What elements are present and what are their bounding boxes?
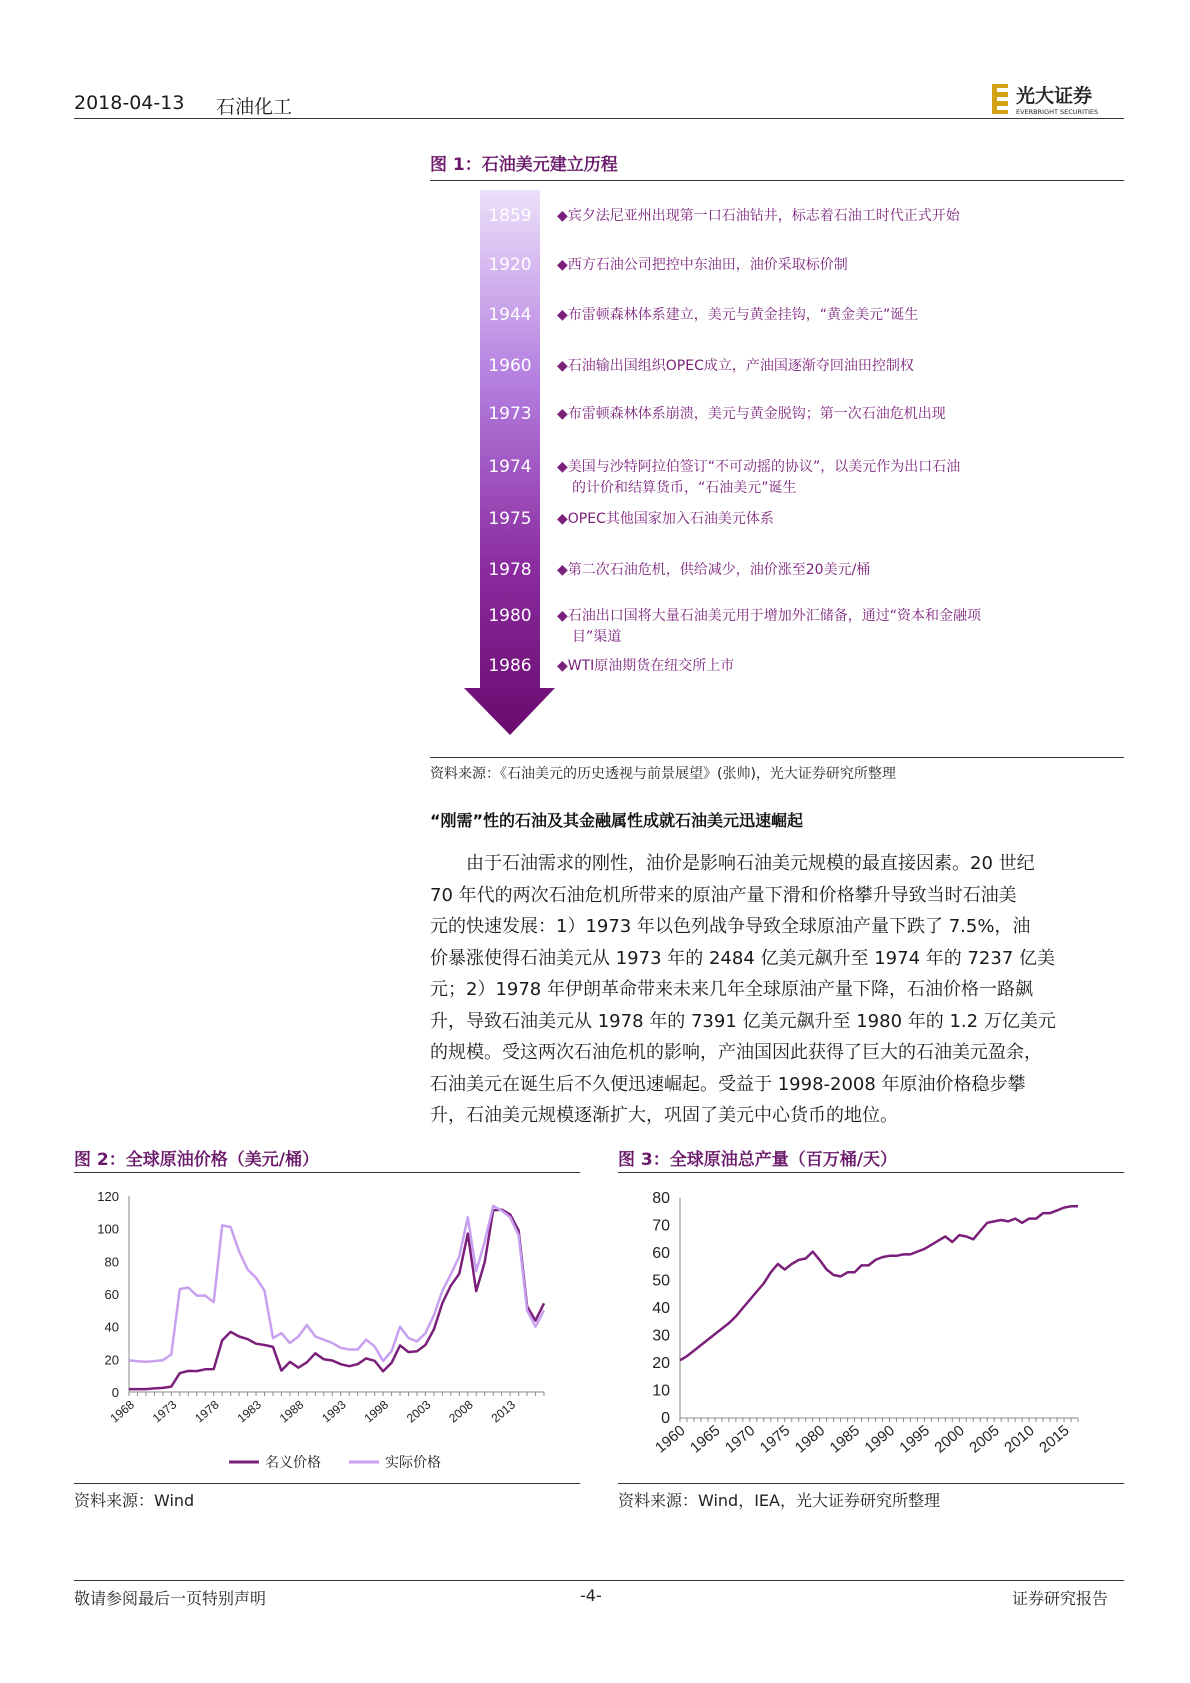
everbright-logo-icon [990, 80, 1130, 122]
timeline-event-text: ◆宾夕法尼亚州出现第一口石油钻井，标志着石油工时代正式开始 [557, 208, 960, 224]
y-tick-label: 60 [104, 1287, 119, 1302]
timeline-event [557, 404, 946, 425]
x-tick-label: 2008 [446, 1397, 476, 1426]
timeline-event [557, 457, 960, 499]
series-line-1 [129, 1210, 544, 1390]
x-tick-label: 1978 [192, 1397, 222, 1426]
x-tick-label: 2013 [488, 1397, 519, 1426]
figure3-title: 图 3：全球原油总产量（百万桶/天） [618, 1150, 897, 1170]
footer-report-type: 证券研究报告 [1012, 1589, 1109, 1608]
header-divider [74, 118, 1124, 119]
figure1-title: 图 1：石油美元建立历程 [430, 155, 618, 175]
figure2-top-rule [74, 1172, 580, 1173]
timeline-event-text: ◆石油出口国将大量石油美元用于增加外汇储备，通过“资本和金融项 [557, 608, 982, 624]
para-line: 70 年代的两次石油危机所带来的原油产量下滑和价格攀升导致当时石油美 [430, 884, 1017, 906]
timeline-event [557, 509, 774, 530]
timeline-event-text: 的计价和结算货币，“石油美元”诞生 [572, 480, 797, 496]
x-tick-label: 1975 [756, 1422, 794, 1457]
y-tick-label: 40 [104, 1319, 119, 1335]
y-tick-label: 0 [111, 1385, 119, 1400]
para-line: 元的快速发展：1）1973 年以色列战争导致全球原油产量下跌了 7.5%，油 [430, 916, 1031, 937]
report-date: 2018-04-13 [74, 92, 185, 114]
timeline-event-text: 目”渠道 [572, 629, 622, 645]
timeline-year: 1920 [488, 255, 532, 275]
timeline-year: 1980 [488, 606, 532, 626]
y-tick-label: 10 [652, 1382, 670, 1400]
x-tick-label: 1965 [686, 1422, 724, 1457]
figure3-top-rule [618, 1172, 1124, 1173]
x-tick-label: 1970 [721, 1422, 759, 1457]
x-tick-label: 1973 [149, 1397, 180, 1426]
logo-cn-text: 光大证券 [1016, 85, 1093, 107]
timeline-year: 1944 [488, 305, 532, 325]
timeline-year: 1986 [488, 656, 532, 676]
y-tick-label: 60 [652, 1245, 670, 1262]
x-tick-label: 1980 [791, 1422, 829, 1457]
y-tick-label: 20 [652, 1355, 670, 1372]
legend-label: 名义价格 [265, 1455, 321, 1471]
y-tick-label: 80 [652, 1190, 670, 1207]
x-tick-label: 2015 [1036, 1422, 1073, 1457]
para-line: 由于石油需求的刚性，油价是影响石油美元规模的最直接因素。20 世纪 [466, 853, 1035, 874]
timeline-event [557, 356, 914, 377]
series-line-2 [129, 1206, 544, 1362]
timeline-event-text: ◆布雷顿森林体系建立，美元与黄金挂钩，“黄金美元”诞生 [557, 307, 919, 323]
x-tick-label: 1998 [361, 1397, 392, 1426]
x-tick-label: 2005 [966, 1422, 1003, 1457]
y-tick-label: 40 [652, 1300, 670, 1317]
timeline-year: 1978 [488, 560, 532, 580]
footer-divider [74, 1580, 1124, 1581]
y-tick-label: 70 [652, 1217, 670, 1235]
timeline-year: 1960 [488, 356, 532, 376]
timeline-event [557, 255, 848, 276]
para-line: 升，石油美元规模逐渐扩大，巩固了美元中心货币的地位。 [430, 1105, 898, 1126]
x-tick-label: 1990 [861, 1422, 899, 1457]
timeline-event [557, 560, 870, 581]
figure1-top-rule [430, 180, 1124, 181]
x-tick-label: 1968 [107, 1397, 137, 1426]
timeline-event [557, 656, 734, 677]
timeline-event-text: ◆石油输出国组织OPEC成立，产油国逐渐夺回油田控制权 [557, 358, 914, 374]
figure3-bottom-rule [618, 1483, 1124, 1484]
footer-disclaimer: 敬请参阅最后一页特别声明 [74, 1589, 267, 1608]
y-tick-label: 20 [104, 1352, 119, 1368]
section-paragraph [430, 848, 1124, 1132]
para-line: 元；2）1978 年伊朗革命带来未来几年全球原油产量下降，石油价格一路飙 [430, 979, 1033, 1000]
oil-price-chart [74, 1178, 580, 1478]
figure3-source: 资料来源：Wind，IEA，光大证券研究所整理 [618, 1491, 940, 1510]
timeline-year: 1975 [488, 509, 532, 529]
figure2-title: 图 2：全球原油价格（美元/桶） [74, 1150, 319, 1170]
timeline-event-text: ◆美国与沙特阿拉伯签订“不可动摇的协议”，以美元作为出口石油 [557, 459, 961, 475]
figure1-source: 资料来源：《石油美元的历史透视与前景展望》(张帅)，光大证券研究所整理 [430, 766, 896, 782]
company-logo [990, 80, 1130, 126]
y-tick-label: 30 [652, 1327, 670, 1345]
timeline-event [557, 606, 981, 648]
para-line: 价暴涨使得石油美元从 1973 年的 2484 亿美元飙升至 1974 年的 7237 亿美 [430, 947, 1056, 969]
timeline-event-text: ◆第二次石油危机，供给减少，油价涨至20美元/桶 [557, 562, 871, 578]
x-tick-label: 2010 [1001, 1422, 1038, 1457]
page-number: -4- [580, 1586, 602, 1605]
y-tick-label: 0 [661, 1410, 670, 1427]
y-tick-label: 120 [97, 1189, 119, 1204]
figure1-bottom-rule [430, 757, 1124, 758]
oil-production-chart [618, 1178, 1124, 1478]
report-industry: 石油化工 [216, 96, 293, 118]
figure2-bottom-rule [74, 1483, 580, 1484]
timeline-event [557, 206, 960, 227]
section-heading: “刚需”性的石油及其金融属性成就石油美元迅速崛起 [430, 811, 804, 830]
timeline-event-text: ◆西方石油公司把控中东油田，油价采取标价制 [557, 257, 848, 273]
para-line: 升，导致石油美元从 1978 年的 7391 亿美元飙升至 1980 年的 1.2 万亿美元 [430, 1010, 1056, 1032]
x-tick-label: 1993 [319, 1397, 349, 1426]
timeline-event [557, 305, 918, 326]
legend-label: 实际价格 [385, 1455, 441, 1471]
y-tick-label: 50 [652, 1272, 670, 1290]
x-tick-label: 1995 [896, 1422, 933, 1457]
figure2-source: 资料来源：Wind [74, 1491, 195, 1510]
series-line-1 [680, 1206, 1078, 1360]
timeline-event-text: ◆OPEC其他国家加入石油美元体系 [557, 511, 774, 527]
timeline-year: 1974 [488, 457, 532, 477]
para-line: 石油美元在诞生后不久便迅速崛起。受益于 1998-2008 年原油价格稳步攀 [430, 1073, 1026, 1095]
timeline-year: 1973 [488, 404, 532, 424]
x-tick-label: 1983 [234, 1397, 264, 1426]
timeline-year: 1859 [488, 206, 532, 226]
x-tick-label: 1988 [276, 1397, 307, 1426]
y-tick-label: 80 [104, 1254, 119, 1270]
x-tick-label: 1960 [652, 1422, 689, 1457]
timeline-event-text: ◆布雷顿森林体系崩溃，美元与黄金脱钩；第一次石油危机出现 [557, 406, 946, 422]
x-tick-label: 1985 [826, 1422, 864, 1457]
logo-en-text: EVERBRIGHT SECURITIES [1016, 108, 1099, 116]
x-tick-label: 2000 [931, 1422, 968, 1457]
timeline-event-text: ◆WTI原油期货在纽交所上市 [557, 658, 735, 674]
y-tick-label: 100 [97, 1221, 119, 1237]
para-line: 的规模。受这两次石油危机的影响，产油国因此获得了巨大的石油美元盈余， [430, 1042, 1042, 1063]
x-tick-label: 2003 [403, 1397, 434, 1426]
